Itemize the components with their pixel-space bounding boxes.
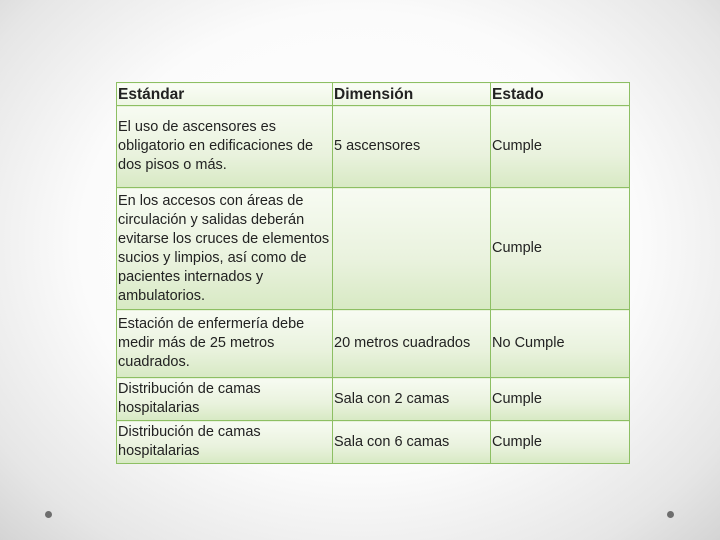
header-dimension: Dimensión — [333, 83, 491, 106]
table-row — [117, 310, 630, 378]
cell-estado: Cumple — [491, 421, 630, 464]
cell-dimension: Sala con 6 camas — [333, 421, 491, 464]
cell-dimension: Sala con 2 camas — [333, 378, 491, 421]
table-row — [117, 421, 630, 464]
table-row — [117, 106, 630, 188]
cell-estandar: El uso de ascensores es obligatorio en edificaciones de dos pisos o más. — [117, 106, 333, 188]
cell-dimension: 20 metros cuadrados — [333, 310, 491, 378]
slide-bullet-right — [667, 511, 674, 518]
table-header-row — [117, 83, 630, 106]
cell-estado-fail: No Cumple — [491, 310, 630, 378]
cell-estandar: Distribución de camas hospitalarias — [117, 421, 333, 464]
table-row — [117, 378, 630, 421]
cell-dimension — [333, 188, 491, 310]
header-estado: Estado — [491, 83, 630, 106]
cell-dimension: 5 ascensores — [333, 106, 491, 188]
cell-estandar: En los accesos con áreas de circulación y salidas deberán evitarse los cruces de elementos sucios y limpios, así como de pacientes internados y ambulatorios. — [117, 188, 333, 310]
cell-estado: Cumple — [491, 188, 630, 310]
cell-estado: Cumple — [491, 106, 630, 188]
header-estandar: Estándar — [117, 83, 333, 106]
compliance-table — [116, 82, 630, 464]
cell-estandar: Distribución de camas hospitalarias — [117, 378, 333, 421]
slide-bullet-left — [45, 511, 52, 518]
cell-estado: Cumple — [491, 378, 630, 421]
table-row — [117, 188, 630, 310]
cell-estandar: Estación de enfermería debe medir más de 25 metros cuadrados. — [117, 310, 333, 378]
